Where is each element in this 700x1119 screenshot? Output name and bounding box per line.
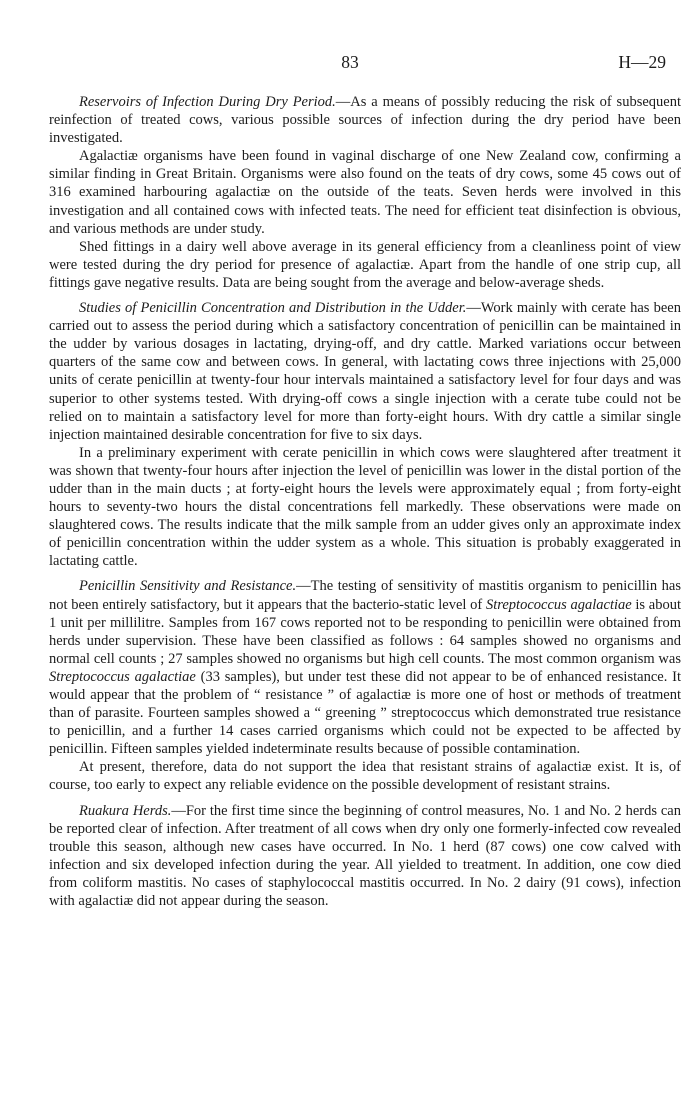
paragraph-penicillin-sensitivity xyxy=(49,577,681,758)
paragraph-text: (33 samples), but under test these did not appear to be of enhanced resistance. It would appear that the problem of “ resistance ” of agalactiæ is more one of host or methods of treatment than of parasite. Fourteen samples showed a “ greening ” streptococcus which demonstrated true resistance to penicillin, and a further 14 cases carried organisms which could not be expected to be affected by penicillin. Fifteen samples yielded indeterminate results because of possible contamination. xyxy=(49,668,681,758)
paragraph-agalactiae-findings xyxy=(49,147,681,237)
paragraph-text: In a preliminary experiment with cerate penicillin in which cows were slaughtered after treatment it was shown that twenty-four hours after injection the level of penicillin was lower in the distal portion of the udder than in the main ducts ; at forty-eight hours the levels were approximately equal ; from forty-eight hours to seventy-two hours the distal concentrations fell markedly. These observations were made on slaughtered cows. The results indicate that the milk sample from an udder gives only an approximate index of penicillin concentration within the udder system as a whole. This situation is probably exaggerated in lactating cattle. xyxy=(49,444,681,570)
document-reference: H—29 xyxy=(618,52,666,72)
paragraph-text: At present, therefore, data do not support the idea that resistant strains of agalactiæ exist. It is, of course, too early to expect any reliable evidence on the possible development of resistant strains. xyxy=(49,759,681,794)
paragraph-text: —For the first time since the beginning of control measures, No. 1 and No. 2 herds can be reported clear of infection. After treatment of all cows when dry only one formerly-infected cow revealed trouble this season, although new cases have occurred. In No. 1 herd (87 cows) one cow calved with infection and six developed infection during the year. All yielded to treatment. In addition, one cow died from coliform mastitis. No cases of staphylococcal mastitis occurred. In No. 2 dairy (91 cows), infection with agalactiæ did not appear during the season. xyxy=(49,802,681,910)
paragraph-shed-fittings xyxy=(49,238,681,292)
species-name: Streptococcus agalactiae xyxy=(485,596,632,613)
section-heading: Penicillin Sensitivity and Resistance. xyxy=(79,578,297,595)
section-heading: Studies of Penicillin Concentration and Distribution in the Udder. xyxy=(79,300,467,317)
section-heading: Ruakura Herds. xyxy=(79,802,172,819)
paragraph-preliminary-experiment xyxy=(49,444,681,571)
paragraph-text: —As a means of possibly reducing the risk of subsequent reinfection of treated cows, various possible sources of infection during the dry period have been investigated. xyxy=(49,94,681,147)
section-heading: Reservoirs of Infection During Dry Period. xyxy=(79,94,336,110)
paragraph-resistant-strains xyxy=(49,758,681,794)
paragraph-penicillin-concentration xyxy=(49,299,681,444)
page-number: 83 xyxy=(341,52,359,72)
paragraph-text: —Work mainly with cerate has been carried out to assess the period during which a satisfactory concentration of penicillin can be maintained in the udder by various dosages in lactating, drying-off, and dry cattle. Marked variations occur between quarters of the same cow and between cows. In general, with lactating cows three injections with 25,000 units of cerate penicillin at twenty-four hour intervals maintained a satisfactory level for four days and was superior to other systems tested. With drying-off cows a single injection with a cerate tube could not be relied on to maintain a satisfactory level for more than forty-eight hours. With dry cattle a similar single injection maintained desirable concentration for five to six days. xyxy=(49,300,681,443)
species-name: Streptococcus agalactiae xyxy=(49,668,196,685)
paragraph-text: Shed fittings in a dairy well above average in its general efficiency from a cleanliness point of view were tested during the dry period for presence of agalactiæ. Apart from the handle of one strip cup, all fittings gave negative results. Data are being sought from the average and below-average sheds. xyxy=(49,238,681,291)
paragraph-text: is about 1 unit per millilitre. Samples from 167 cows reported not to be responding to penicillin were obtained from herds under supervision. These have been classified as follows : 64 samples showed no organisms and normal cell counts ; 27 samples showed no organisms but high cell counts. The most common organism was xyxy=(49,596,681,667)
body-text xyxy=(49,93,681,910)
paragraph-text: Agalactiæ organisms have been found in vaginal discharge of one New Zealand cow, confirming a similar finding in Great Britain. Organisms were also found on the teats of dry cows, some 45 cows out of 316 examined harbouring agalactiæ on the outside of the teats. Seven herds were involved in this investigation and all contained cows with infected teats. The need for efficient teat disinfection is obvious, and various methods are under study. xyxy=(49,148,681,237)
paragraph-text: —The testing of sensitivity of mastitis organism to penicillin has not been entirely satisfactory, but it appears that the bacterio-static level of xyxy=(49,578,681,613)
page-header xyxy=(0,52,700,76)
paragraph-ruakura-herds xyxy=(49,802,681,911)
paragraph-reservoirs xyxy=(49,93,681,147)
